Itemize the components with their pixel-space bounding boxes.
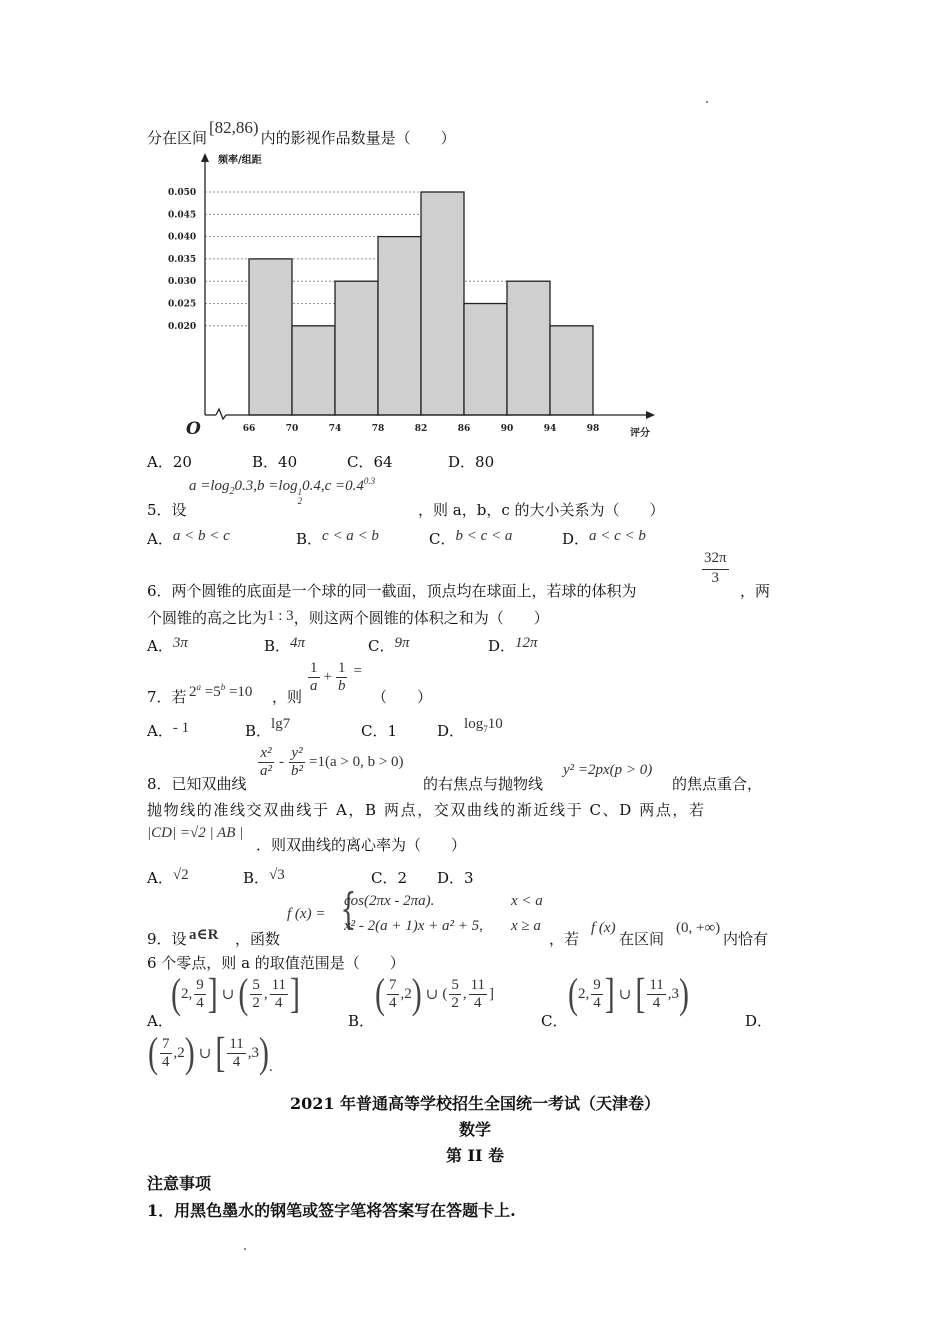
q5-option-c-label: C． — [429, 530, 456, 548]
q9-b-2n1: 5 — [449, 977, 461, 995]
q9-option-a — [171, 970, 301, 1018]
q9-a-2d2: 4 — [275, 995, 283, 1012]
q7-plus: + — [323, 669, 332, 686]
q6-option-c — [368, 635, 410, 656]
q7-fraction-sum — [306, 660, 362, 696]
x-tick-label: 90 — [500, 424, 514, 434]
q8-option-b-value: √3 — [269, 867, 285, 883]
q7-f1-den: a — [310, 678, 318, 695]
y-tick-label: 0.025 — [168, 299, 197, 310]
note-1: 1．用黑色墨水的钢笔或签字笔将答案写在答题卡上. — [147, 1201, 516, 1220]
q4-interval: [82,86) — [209, 118, 259, 137]
x-axis-arrow — [646, 411, 655, 419]
q9-c-1n: 9 — [591, 977, 603, 995]
histogram-bar — [464, 304, 507, 416]
q8-option-a-value: √2 — [172, 867, 189, 883]
q9-fx: f (x) = — [287, 906, 326, 922]
q8-cond: =1(a > 0, b > 0) — [309, 754, 404, 771]
q9-b-2d2: 4 — [474, 995, 482, 1012]
q9-a-1a: 2, — [181, 986, 193, 1003]
q6-option-d — [488, 635, 538, 656]
q8-parabola: y² =2px(p > 0) — [563, 762, 653, 778]
q8-cd-ab: |CD| =√2 | AB | — [147, 825, 244, 841]
q5-option-c-value: b < c < a — [455, 528, 513, 544]
q5-option-a-value: a < b < c — [172, 528, 230, 544]
q9-d-open1: ( — [148, 1029, 158, 1077]
q9-c-union: ∪ — [618, 987, 632, 1004]
q8-minus: - — [279, 754, 284, 771]
q9-mid: ，若 — [549, 930, 580, 948]
q4-stem-pre: 分在区间 — [147, 129, 208, 147]
q9-c-2b: ,3 — [667, 986, 680, 1003]
q9-b-1n: 7 — [387, 977, 399, 995]
x-tick-label: 70 — [285, 424, 299, 434]
q9-post: 内恰有 — [723, 930, 769, 948]
q7-option-b-label: B． — [245, 722, 272, 740]
q9-c-close1: ] — [604, 970, 615, 1018]
speck — [706, 101, 708, 103]
q9-c-open2: [ — [635, 970, 646, 1018]
q6-option-b — [264, 635, 305, 656]
q7-option-d-arg: 10 — [487, 716, 503, 732]
x-axis-label: 评分 — [630, 428, 650, 439]
q6-line2-pre: 个圆锥的高之比为 — [147, 609, 268, 627]
q4-option-b: B．40 — [252, 453, 298, 471]
q9-a-2n1: 5 — [250, 977, 262, 995]
q8-hyperbola — [256, 745, 404, 781]
q9-d-close1: ) — [184, 1029, 195, 1077]
q9-d-1b: ,2 — [173, 1045, 185, 1062]
q7-option-b-value: lg7 — [271, 716, 291, 732]
q9-b-2d1: 2 — [451, 995, 459, 1012]
q8-line1-mid: 的右焦点与抛物线 — [423, 775, 544, 793]
q6-volume-fraction — [702, 550, 729, 587]
q7-option-a — [147, 720, 189, 741]
q7-num: 7．若 — [147, 688, 187, 706]
q6-option-a — [147, 635, 188, 656]
q4-option-c: C．64 — [347, 453, 393, 471]
q6-option-b-value: 4π — [290, 635, 306, 651]
q9-b-1b: ,2 — [400, 986, 412, 1003]
q6-vol-den: 3 — [711, 570, 720, 586]
q5-b-sub-den: 2 — [297, 496, 303, 506]
q5-option-a-label: A． — [147, 530, 173, 548]
q5-b-sub-num: 1 — [297, 487, 303, 497]
y-tick-label: 0.045 — [168, 210, 197, 221]
q8-option-c: C．2 — [371, 869, 408, 887]
q8-a2: a² — [260, 763, 272, 780]
q6-line2 — [147, 607, 549, 628]
q9-line2: 6 个零点，则 a 的取值范围是（ ） — [147, 954, 405, 972]
q6-vol-num: 32π — [702, 550, 729, 570]
q7-eq-sup-a: a — [196, 682, 201, 692]
x-tick-label: 66 — [242, 424, 256, 434]
subject-title: 数学 — [458, 1120, 491, 1139]
histogram-bar — [292, 326, 335, 415]
q7-option-a-value: - 1 — [172, 720, 190, 736]
q7-eq-end: =10 — [225, 684, 253, 700]
q7-eq-mid: =5 — [201, 684, 221, 700]
notes-heading: 注意事项 — [147, 1174, 212, 1193]
q5-option-a — [147, 528, 230, 549]
speck — [244, 1248, 246, 1250]
q9-a-close1: ] — [207, 970, 218, 1018]
y-tick-label: 0.035 — [168, 254, 197, 265]
q6-option-b-label: B． — [264, 637, 291, 655]
q9-brace: { — [340, 884, 357, 933]
q5-a-arg: 0.3, — [234, 478, 258, 494]
q7-eq-base: 2 — [189, 684, 197, 700]
axis-break-mark — [216, 409, 226, 419]
q7-option-d — [437, 716, 503, 742]
q9-c-open1: ( — [568, 970, 578, 1018]
q9-option-c-label: C． — [541, 1012, 568, 1030]
q6-option-a-label: A． — [147, 637, 173, 655]
q9-case1: cos(2πx - 2πa). — [344, 893, 435, 909]
q9-c-1d: 4 — [593, 995, 601, 1012]
q5-option-d — [562, 528, 646, 549]
q7-option-d-log: log — [464, 716, 484, 732]
q9-d-1d: 4 — [162, 1054, 170, 1071]
q9-num: 9．设 — [147, 930, 187, 948]
q7-f2-num: 1 — [336, 660, 348, 678]
q5-option-b-value: c < a < b — [322, 528, 379, 544]
x-tick-label: 98 — [586, 424, 600, 434]
x-tick-label: 82 — [414, 424, 428, 434]
q9-case2: x² - 2(a + 1)x + a² + 5, — [344, 918, 483, 934]
y-axis-arrow — [201, 153, 209, 162]
q5-option-d-label: D． — [562, 530, 590, 548]
q9-a-union: ∪ — [221, 987, 235, 1004]
q5-c-sup: 0.3 — [363, 476, 376, 486]
q6-line2-post: ，则这两个圆锥的体积之和为（ ） — [293, 609, 549, 627]
q7-eq-sup-b: b — [220, 682, 226, 692]
q8-line1-pre: 8．已知双曲线 — [147, 775, 247, 793]
q7-f1-num: 1 — [308, 660, 320, 678]
y-tick-label: 0.040 — [168, 232, 197, 243]
q7-paren: （ ） — [372, 688, 433, 706]
q9-d-1n: 7 — [160, 1036, 172, 1054]
q5-a-sub: 2 — [229, 486, 235, 497]
q9-d-2b: ,3 — [247, 1045, 260, 1062]
q6-option-c-label: C． — [368, 637, 395, 655]
q8-option-d: D．3 — [437, 869, 474, 887]
q9-a-2n2: 11 — [270, 977, 288, 995]
q8-option-a — [147, 867, 189, 888]
q9-d-2d: 4 — [232, 1054, 241, 1071]
q5-b: b =log — [257, 478, 298, 494]
q9-d-union: ∪ — [198, 1046, 212, 1063]
q6-option-d-label: D． — [488, 637, 516, 655]
q9-c-2n: 11 — [647, 977, 665, 995]
q9-option-d-label: D． — [745, 1012, 773, 1030]
q5-a: a =log — [189, 478, 230, 494]
q8-line1-post: 的焦点重合， — [672, 775, 763, 793]
q7-then: ，则 — [272, 688, 303, 706]
histogram-bar — [421, 192, 464, 415]
q9-a-1d: 4 — [196, 995, 204, 1012]
q8-x2: x² — [258, 745, 273, 763]
q6-ratio: 1 : 3 — [267, 608, 294, 624]
q5-num: 5．设 — [147, 501, 187, 519]
q7-option-d-sub: 7 — [483, 724, 488, 734]
q9-d-end: . — [269, 1059, 273, 1076]
q9-a-open1: ( — [171, 970, 181, 1018]
q9-d-open2: [ — [215, 1029, 226, 1077]
q7-option-d-label: D． — [437, 722, 465, 740]
q9-func-label: ，函数 — [235, 930, 281, 948]
histogram-bar — [378, 237, 421, 415]
y-tick-label: 0.030 — [168, 277, 197, 288]
q9-b-close1: ) — [411, 970, 422, 1018]
q7-f2-den: b — [337, 678, 346, 695]
histogram-bar — [507, 281, 550, 415]
q9-a-2d1: 2 — [252, 995, 260, 1012]
q5-option-c — [429, 528, 512, 549]
q6-line1-pre: 6．两个圆锥的底面是一个球的同一截面，顶点均在球面上，若球的体积为 — [147, 582, 637, 600]
q9-b-1d: 4 — [389, 995, 397, 1012]
exam-title: 2021 年普通高等学校招生全国统一考试（天津卷） — [289, 1094, 661, 1113]
q9-d-close2: ) — [259, 1029, 270, 1077]
q8-line2: 抛物线的准线交双曲线于 A，B 两点，交双曲线的渐近线于 C、D 两点，若 — [147, 801, 706, 819]
q9-b-open2: ( — [442, 986, 448, 1003]
q6-line1-post: ，两 — [740, 582, 771, 600]
x-tick-label: 78 — [371, 424, 385, 434]
q9-d-2n: 11 — [227, 1036, 245, 1054]
q9-a-in-r: a∈R — [189, 927, 219, 943]
q8-option-b-label: B． — [243, 869, 270, 887]
volume-title: 第 II 卷 — [445, 1146, 505, 1165]
q5-option-d-value: a < c < b — [589, 528, 646, 544]
q9-c-close2: ) — [679, 970, 690, 1018]
x-tick-label: 86 — [457, 424, 471, 434]
q9-case2-cond: x ≥ a — [511, 918, 541, 934]
q7-equation — [189, 682, 252, 701]
q4-stem — [147, 118, 456, 148]
q5-c: c =0.4 — [324, 478, 364, 494]
q9-a-comma: , — [263, 986, 268, 1003]
q6-option-d-value: 12π — [515, 635, 538, 651]
x-tick-label: 74 — [328, 424, 342, 434]
q9-interval: (0, +∞) — [676, 920, 721, 936]
q6-option-c-value: 9π — [394, 635, 410, 651]
q9-option-c — [568, 970, 690, 1018]
origin-label: O — [186, 419, 201, 439]
q9-option-d — [148, 1029, 273, 1077]
q9-a-1n: 9 — [194, 977, 206, 995]
q7-option-b — [245, 716, 291, 741]
q9-b-open1: ( — [375, 970, 385, 1018]
histogram-bar — [249, 259, 292, 415]
q9-b-2n2: 11 — [469, 977, 487, 995]
q8-line3-post: ．则双曲线的离心率为（ ） — [256, 836, 467, 854]
q4-option-d: D．80 — [448, 453, 495, 471]
q9-fx2: f (x) — [591, 920, 616, 936]
histogram-bar — [550, 326, 593, 415]
y-tick-label: 0.020 — [168, 321, 197, 332]
q5-b-arg: 0.4, — [302, 478, 325, 494]
q5-formula — [189, 476, 375, 506]
y-tick-label: 0.050 — [168, 188, 197, 198]
q9-option-b — [375, 970, 495, 1018]
q4-option-a: A．20 — [147, 453, 192, 471]
q9-interval-text: 在区间 — [619, 930, 665, 948]
q6-option-a-value: 3π — [172, 635, 188, 651]
histogram-chart — [160, 150, 680, 440]
x-tick-label: 94 — [543, 424, 557, 434]
q5-option-b — [296, 528, 379, 549]
q9-c-1a: 2, — [578, 986, 590, 1003]
q9-option-a-label: A． — [147, 1012, 173, 1030]
q7-option-a-label: A． — [147, 722, 173, 740]
q9-case1-cond: x < a — [511, 893, 543, 909]
q5-option-b-label: B． — [296, 530, 323, 548]
q8-b2: b² — [291, 763, 303, 780]
q9-b-close2: ] — [489, 986, 495, 1003]
q9-c-2d: 4 — [652, 995, 661, 1012]
q8-option-b — [243, 867, 285, 888]
q9-a-close2: ] — [290, 970, 301, 1018]
q8-y2: y² — [289, 745, 304, 763]
q8-option-a-label: A． — [147, 869, 173, 887]
y-axis-label: 频率/组距 — [218, 155, 262, 166]
q9-b-comma: , — [462, 986, 467, 1003]
q9-b-union: ∪ — [425, 987, 439, 1004]
q7-option-c: C．1 — [361, 722, 398, 740]
histogram-bar — [335, 281, 378, 415]
q5-tail: ，则 a，b，c 的大小关系为（ ） — [418, 501, 665, 519]
q7-equals: = — [353, 663, 362, 680]
q9-a-open2: ( — [238, 970, 249, 1018]
q4-stem-post: 内的影视作品数量是（ ） — [260, 129, 456, 147]
q9-option-b-label: B． — [348, 1012, 375, 1030]
